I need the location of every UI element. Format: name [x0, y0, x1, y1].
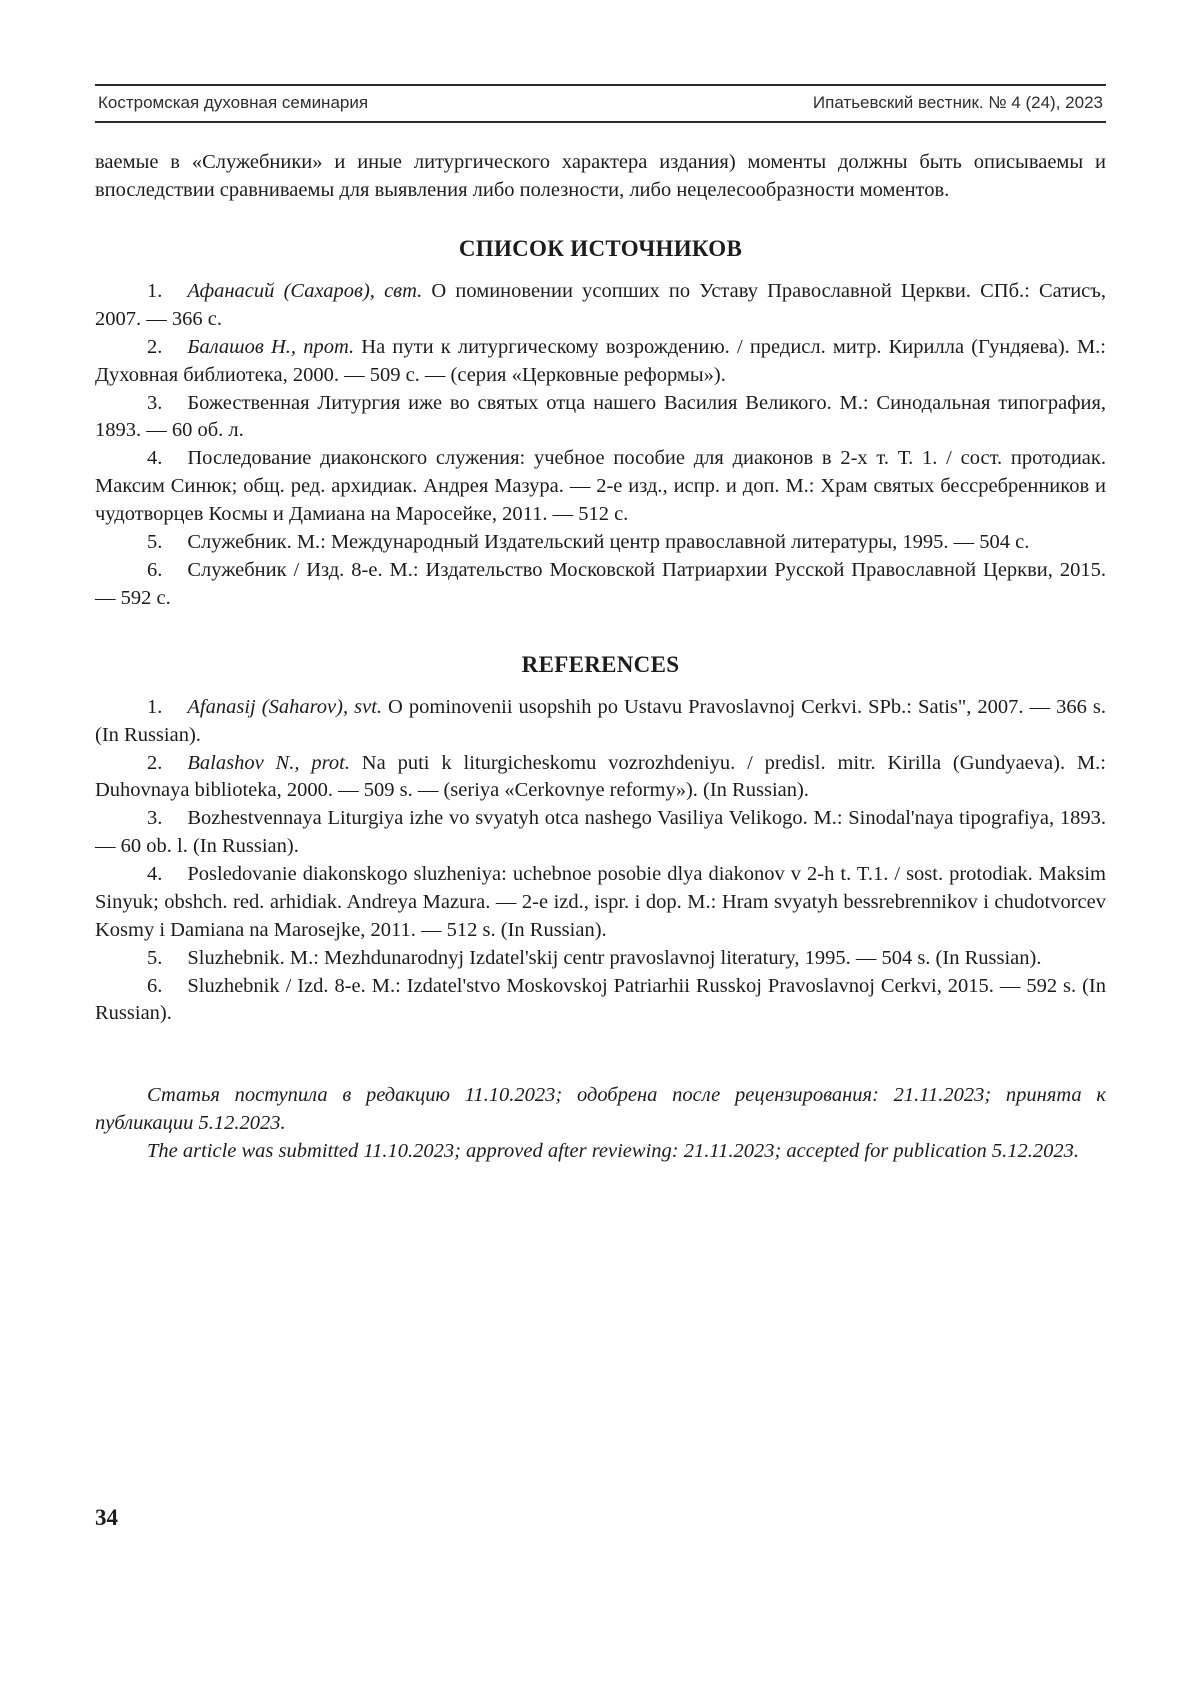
- page-body: [95, 149, 1106, 1166]
- item-text: Posledovanie diakonskogo sluzheniya: uchebnoe posobie dlya diakonov v 2-h t. T.1. / sost. protodiak. Maksim Sinyuk; obshch. red. arhidiak. Andreya Mazura. — 2-e izd., ispr. i dop. M.: Hram svyatyh bessrebrennikov i chudotvorcev Kosmy i Damiana na Marosejke, 2011. — 512 s. (In Russian).: [95, 863, 1106, 941]
- item-number: 6.: [147, 974, 163, 997]
- item-number: 6.: [147, 558, 163, 581]
- intro-paragraph: ваемые в «Служебники» и иные литургического характера издания) моменты должны быть описываемы и впоследствии сравниваемы для выявления либо полезности, либо нецелесообразности моментов.: [95, 151, 1106, 201]
- item-text: Последование диаконского служения: учебное пособие для диаконов в 2-х т. Т. 1. / сост. протодиак. Максим Синюк; общ. ред. архидиак. Андрея Мазура. — 2-е изд., испр. и доп. М.: Храм святых бессребренников и чудотворцев Космы и Дамиана на Маросейке, 2011. — 512 с.: [95, 447, 1106, 526]
- submission-note-en: The article was submitted 11.10.2023; approved after reviewing: 21.11.2023; accepted for publication 5.12.2023.: [147, 1140, 1080, 1163]
- item-number: 5.: [147, 946, 163, 969]
- item-text: Божественная Литургия иже во святых отца нашего Василия Великого. М.: Синодальная типография, 1893. — 60 об. л.: [95, 391, 1106, 442]
- submission-note: [95, 1082, 1106, 1166]
- item-text: O pominovenii usopshih po Ustavu Pravoslavnoj Cerkvi. SPb.: Satis", 2007. — 366 s. (In Russian).: [95, 695, 1106, 746]
- item-author: Афанасий (Сахаров), свт.: [187, 280, 423, 303]
- item-number: 4.: [147, 447, 163, 470]
- source-item: [95, 390, 1106, 446]
- item-text: Bozhestvennaya Liturgiya izhe vo svyatyh otca nashego Vasiliya Velikogo. M.: Sinodal'naya tipografiya, 1893. — 60 ob. l. (In Russian).: [95, 807, 1106, 858]
- running-header-right: Ипатьевский вестник. № 4 (24), 2023: [812, 93, 1103, 112]
- references-heading: REFERENCES: [521, 651, 680, 677]
- item-text: Служебник. М.: Международный Издательский центр православной литературы, 1995. — 504 с.: [187, 530, 1030, 553]
- reference-item: [95, 750, 1106, 806]
- source-item: [95, 529, 1106, 557]
- running-header: [95, 84, 1106, 123]
- item-number: 1.: [147, 280, 163, 303]
- item-text: О поминовении усопших по Уставу Православной Церкви. СПб.: Сатисъ, 2007. — 366 с.: [95, 280, 1107, 330]
- reference-item: [95, 861, 1106, 945]
- page-number: 34: [95, 1505, 118, 1530]
- item-author: Afanasij (Saharov), svt.: [187, 695, 383, 718]
- source-item: [95, 278, 1106, 334]
- item-number: 2.: [147, 751, 163, 774]
- item-text: Na puti k liturgicheskomu vozrozhdeniyu. / predisl. mitr. Kirilla (Gundyaeva). M.: Duhovnaya biblioteka, 2000. — 509 s. — (seriya «Cerkovnye reformy»). (In Russian).: [95, 751, 1107, 802]
- reference-item: [95, 694, 1106, 750]
- item-number: 3.: [147, 807, 163, 830]
- item-text: Sluzhebnik. M.: Mezhdunarodnyj Izdatel'skij centr pravoslavnoj literatury, 1995. — 504 s. (In Russian).: [187, 946, 1042, 969]
- source-item: [95, 334, 1106, 390]
- item-number: 5.: [147, 530, 163, 553]
- source-item: [95, 445, 1106, 529]
- item-number: 4.: [147, 863, 163, 886]
- reference-item: [95, 805, 1106, 861]
- reference-item: [95, 945, 1106, 973]
- item-text: Служебник / Изд. 8-е. М.: Издательство Московской Патриархии Русской Православной Церкви, 2015. — 592 с.: [95, 558, 1106, 609]
- item-number: 1.: [147, 695, 163, 718]
- item-number: 3.: [147, 391, 163, 414]
- item-author: Balashov N., prot.: [187, 751, 350, 774]
- item-text: На пути к литургическому возрождению. / предисл. митр. Кирилла (Гундяева). М.: Духовная библиотека, 2000. — 509 с. — (серия «Церковные реформы»).: [95, 335, 1106, 386]
- sources-heading: СПИСОК ИСТОЧНИКОВ: [458, 235, 743, 261]
- submission-note-ru: Статья поступила в редакцию 11.10.2023; одобрена после рецензирования: 21.11.2023; принята к публикации 5.12.2023.: [95, 1084, 1106, 1135]
- item-author: Балашов Н., прот.: [187, 335, 355, 358]
- running-header-left: Костромская духовная семинария: [98, 93, 369, 112]
- source-item: [95, 557, 1106, 613]
- reference-item: [95, 973, 1106, 1029]
- item-text: Sluzhebnik / Izd. 8-e. M.: Izdatel'stvo Moskovskoj Patriarhii Russkoj Pravoslavnoj Cerkvi, 2015. — 592 s. (In Russian).: [95, 974, 1106, 1025]
- item-number: 2.: [147, 335, 163, 358]
